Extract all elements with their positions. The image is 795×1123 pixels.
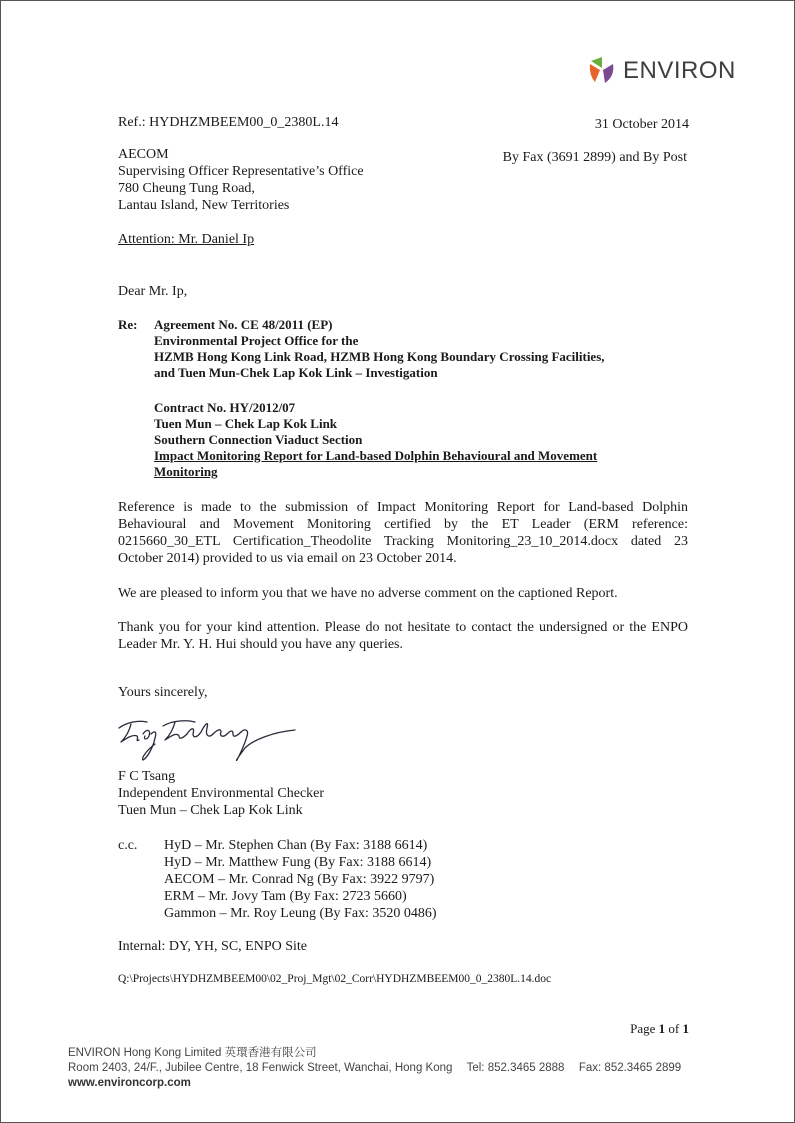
closing: Yours sincerely, (118, 685, 208, 700)
recipient-line: Supervising Officer Representative’s Office (118, 164, 364, 179)
page-prefix: Page (630, 1021, 659, 1036)
re-line: Environmental Project Office for the (154, 333, 359, 348)
footer-fax: Fax: 852.3465 2899 (578, 1062, 682, 1074)
body-paragraph: Reference is made to the submission of Impact Monitoring Report for Land-based Dolphin Behavioural and Movement Monitoring certified by the ET Leader (ERM reference: 0215660_30_ETL Certification_Theodolite Tracking Monitoring_23_10_2014.docx dated 23 October 2014) provided to us via email on 23 October 2014. (118, 500, 688, 566)
footer-address: Room 2403, 24/F., Jubilee Centre, 18 Fenwick Street, Wanchai, Hong Kong (68, 1062, 453, 1074)
footer-company: ENVIRON Hong Kong Limited 英環香港有限公司 (68, 1047, 317, 1059)
signatory-block (118, 768, 324, 819)
footer-address-line (68, 1061, 681, 1076)
cc-item: HyD – Mr. Stephen Chan (By Fax: 3188 6614) (164, 838, 428, 853)
signatory-title: Independent Environmental Checker (118, 786, 325, 801)
report-title-line: Monitoring (154, 464, 218, 479)
environ-logo (587, 55, 736, 89)
cc-label: c.c. (118, 838, 138, 853)
contract-line: Southern Connection Viaduct Section (154, 432, 363, 447)
re-line: Agreement No. CE 48/2011 (EP) (154, 317, 333, 332)
report-title-line: Impact Monitoring Report for Land-based Dolphin Behavioural and Movement (154, 448, 598, 463)
footer-website: www.environcorp.com (68, 1077, 191, 1089)
reference-number: Ref.: HYDHZMBEEM00_0_2380L.14 (118, 115, 339, 130)
salutation: Dear Mr. Ip, (118, 284, 188, 299)
cc-item: HyD – Mr. Matthew Fung (By Fax: 3188 6614) (164, 855, 432, 870)
cc-list (164, 837, 437, 922)
recipient-address (118, 146, 364, 214)
recipient-line: AECOM (118, 147, 169, 162)
re-label: Re: (118, 317, 138, 332)
delivery-method: By Fax (3691 2899) and By Post (502, 150, 687, 165)
body-paragraph: We are pleased to inform you that we have no adverse comment on the captioned Report. (118, 586, 618, 601)
re-subject (154, 317, 605, 381)
letter-date: 31 October 2014 (594, 117, 689, 132)
environ-logo-icon (587, 55, 617, 85)
re-line: and Tuen Mun-Chek Lap Kok Link – Investigation (154, 365, 438, 380)
footer-tel: Tel: 852.3465 2888 (466, 1062, 565, 1074)
body-paragraph: Thank you for your kind attention. Please do not hesitate to contact the undersigned or the ENPO Leader Mr. Y. H. Hui should you have any queries. (118, 620, 688, 652)
re-line: HZMB Hong Kong Link Road, HZMB Hong Kong Boundary Crossing Facilities, (154, 349, 605, 364)
file-path: Q:\Projects\HYDHZMBEEM00\02_Proj_Mgt\02_Corr\HYDHZMBEEM00_0_2380L.14.doc (118, 973, 552, 985)
signatory-project: Tuen Mun – Chek Lap Kok Link (118, 803, 303, 818)
contract-line: Tuen Mun – Chek Lap Kok Link (154, 416, 338, 431)
contract-info (154, 400, 597, 480)
contract-line: Contract No. HY/2012/07 (154, 400, 296, 415)
page-of: of (665, 1021, 683, 1036)
handwritten-signature (113, 708, 299, 766)
cc-item: Gammon – Mr. Roy Leung (By Fax: 3520 0486) (164, 906, 437, 921)
page-total: 1 (682, 1021, 689, 1036)
page-current: 1 (658, 1021, 666, 1036)
internal-distribution: Internal: DY, YH, SC, ENPO Site (118, 939, 307, 954)
recipient-line: Lantau Island, New Territories (118, 198, 290, 213)
logo-wordmark: ENVIRON (623, 57, 736, 84)
cc-item: AECOM – Mr. Conrad Ng (By Fax: 3922 9797) (164, 872, 435, 887)
recipient-line: 780 Cheung Tung Road, (118, 181, 255, 196)
cc-item: ERM – Mr. Jovy Tam (By Fax: 2723 5660) (164, 889, 407, 904)
signatory-name: F C Tsang (118, 769, 176, 784)
page-number (630, 1021, 689, 1037)
attention-line: Attention: Mr. Daniel Ip (118, 232, 255, 247)
